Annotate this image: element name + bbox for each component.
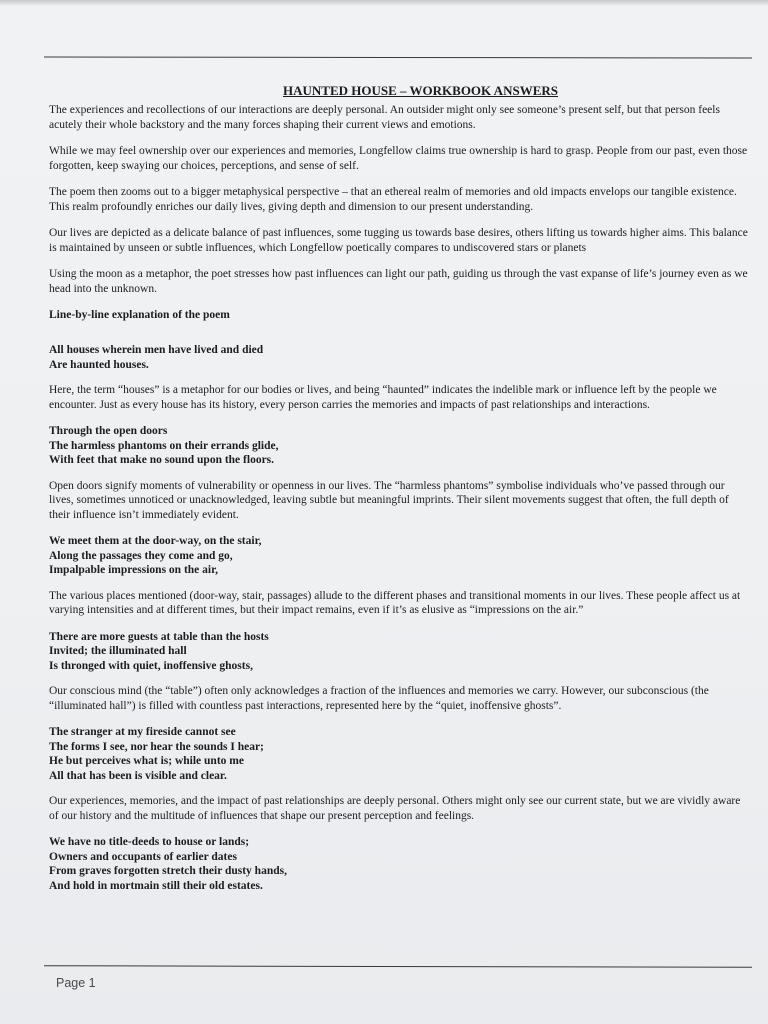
poem-line: We have no title-deeds to house or lands; xyxy=(49,836,250,848)
stanza-explanation: Open doors signify moments of vulnerability or openness in our lives. The “harmless phantoms” symbolise individuals who’ve passed through our lives, sometimes unnoticed or unacknowledged, leaving subtle but meaningful imprints. Their silent movements suggest that often, the full depth of their influence isn’t immediately evident. xyxy=(49,479,729,521)
document-title: HAUNTED HOUSE – WORKBOOK ANSWERS xyxy=(283,83,558,98)
poem-line: Are haunted houses. xyxy=(49,358,149,371)
poem-line: Through the open doors xyxy=(49,425,168,437)
stanza-block-2 xyxy=(49,424,752,522)
stanza-explanation: Our experiences, memories, and the impact of past relationships are deeply personal. Others might only see our current state, but we are vividly aware of our history and the multitude of influences that shape our present perception and feelings. xyxy=(49,795,741,822)
poem-line: All that has been is visible and clear. xyxy=(49,769,227,782)
stanza-block-3 xyxy=(49,534,752,618)
poem-line: The forms I see, nor hear the sounds I hear; xyxy=(49,740,264,753)
header-divider xyxy=(44,57,752,59)
poem-line: With feet that make no sound upon the floors. xyxy=(49,454,275,466)
intro-paragraph: While we may feel ownership over our experiences and memories, Longfellow claims true ownership is hard to grasp. People from our past, even those forgotten, keep swaying our choices, perceptions, and sense of self. xyxy=(49,145,748,172)
stanza-explanation: The various places mentioned (door-way, stair, passages) allude to the different phases and transitional moments in our lives. These people affect us at varying intensities and at different times, but their impact remains, even if it’s as elusive as “impressions on the air.” xyxy=(49,589,741,616)
poem-line: The harmless phantoms on their errands glide, xyxy=(49,439,279,452)
intro-paragraph: The experiences and recollections of our interactions are deeply personal. An outsider might only see someone’s present self, but that person feels acutely their whole backstory and the many forces shaping their current views and emotions. xyxy=(49,104,720,131)
poem-line: All houses wherein men have lived and died xyxy=(49,344,264,356)
stanza-block-5 xyxy=(49,725,752,823)
poem-line: Is thronged with quiet, inoffensive ghosts, xyxy=(49,659,253,672)
poem-line: Invited; the illuminated hall xyxy=(49,645,187,657)
stanza-explanation: Here, the term “houses” is a metaphor for our bodies or lives, and being “haunted” indicates the indelible mark or influence left by the people we encounter. Just as every house has its history, every person carries the memories and impacts of past relationships and interactions. xyxy=(49,384,717,411)
intro-paragraph: Our lives are depicted as a delicate balance of past influences, some tugging us towards base desires, others lifting us towards higher aims. This balance is maintained by unseen or subtle influences, which Longfellow poetically compares to undiscovered stars or planets xyxy=(49,227,748,254)
poem-line: Along the passages they come and go, xyxy=(49,549,233,562)
intro-section xyxy=(49,103,752,296)
section-heading: Line-by-line explanation of the poem xyxy=(49,309,230,321)
poem-stanza xyxy=(49,534,752,578)
stanza-block-6 xyxy=(49,835,752,893)
page-number: Page 1 xyxy=(56,976,96,990)
poem-stanza xyxy=(49,343,752,372)
poem-line: The stranger at my fireside cannot see xyxy=(49,726,236,738)
intro-paragraph: Using the moon as a metaphor, the poet stresses how past influences can light our path, guiding us through the vast expanse of life’s journey even as we head into the unknown. xyxy=(49,268,748,295)
stanza-block-1 xyxy=(49,343,752,412)
poem-stanza xyxy=(49,725,752,783)
stanza-block-4 xyxy=(49,630,752,714)
intro-paragraph: The poem then zooms out to a bigger metaphysical perspective – that an ethereal realm of memories and old impacts envelops our tangible existence. This realm profoundly enriches our daily lives, giving depth and dimension to our present understanding. xyxy=(49,186,737,213)
poem-stanza xyxy=(49,835,752,893)
poem-line: He but perceives what is; while unto me xyxy=(49,755,244,767)
poem-line: Owners and occupants of earlier dates xyxy=(49,850,237,863)
poem-line: From graves forgotten stretch their dusty hands, xyxy=(49,865,287,877)
poem-line: And hold in mortmain still their old estates. xyxy=(49,879,263,892)
poem-line: There are more guests at table than the hosts xyxy=(49,630,269,643)
poem-line: We meet them at the door-way, on the stair, xyxy=(49,535,262,547)
footer-divider xyxy=(44,965,752,967)
document-body xyxy=(49,83,752,904)
stanza-explanation: Our conscious mind (the “table”) often only acknowledges a fraction of the influences and memories we carry. However, our subconscious (the “illuminated hall”) is filled with countless past interactions, represented here by the “quiet, inoffensive ghosts”. xyxy=(49,685,709,712)
page-edge-shadow xyxy=(0,0,768,6)
poem-line: Impalpable impressions on the air, xyxy=(49,564,219,576)
poem-stanza xyxy=(49,424,752,468)
poem-stanza xyxy=(49,630,752,674)
